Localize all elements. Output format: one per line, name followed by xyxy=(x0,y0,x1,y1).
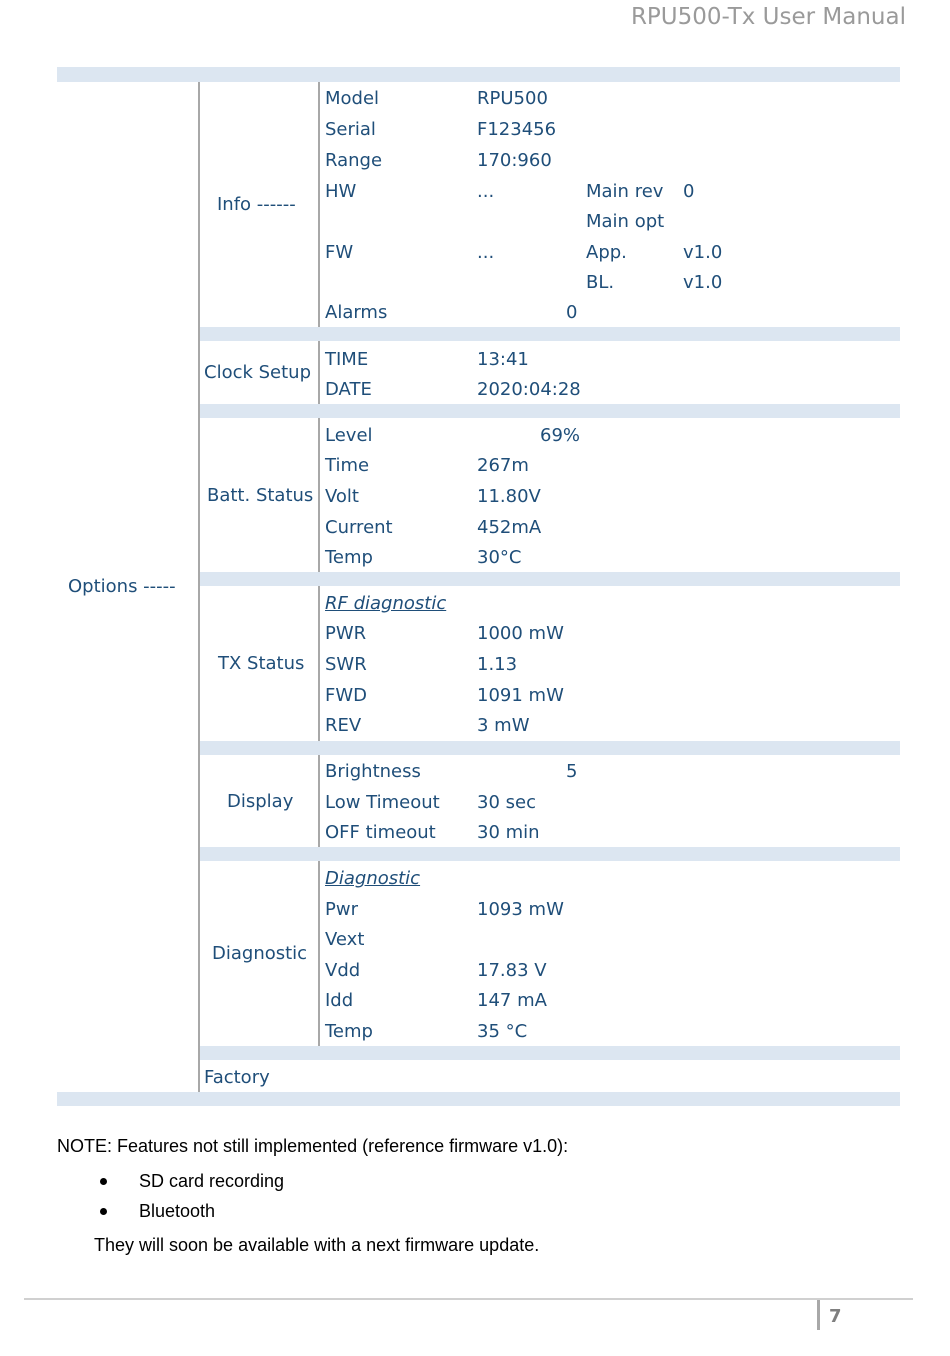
row-name: Pwr xyxy=(325,899,358,920)
options-label: Options ----- xyxy=(68,576,176,597)
row-value: 1091 mW xyxy=(477,685,564,706)
row-name: Vdd xyxy=(325,960,361,981)
row-value: 170:960 xyxy=(477,150,552,171)
section-label-clock-setup: Clock Setup xyxy=(204,362,312,383)
row-name: HW xyxy=(325,181,357,202)
section-divider xyxy=(200,1046,900,1060)
row-name: OFF timeout xyxy=(325,822,436,843)
row-name: Low Timeout xyxy=(325,792,440,813)
row-value: F123456 xyxy=(477,119,557,140)
row-value: 1093 mW xyxy=(477,899,564,920)
row-value: 35 °C xyxy=(477,1021,528,1042)
row-name: Model xyxy=(325,88,380,109)
bullet-icon xyxy=(100,1178,107,1185)
row-name: FWD xyxy=(325,685,368,706)
row-value: 1.13 xyxy=(477,654,518,675)
rf-diagnostic-heading: RF diagnostic xyxy=(325,593,447,614)
section-divider xyxy=(200,741,900,755)
row-sub-value: v1.0 xyxy=(683,272,723,293)
row-value: 5 xyxy=(566,761,578,782)
row-name: TIME xyxy=(325,349,369,370)
note-item: Bluetooth xyxy=(139,1201,216,1221)
section-divider xyxy=(200,847,900,861)
row-name: Range xyxy=(325,150,383,171)
row-value: 11.80V xyxy=(477,486,541,507)
row-name: FW xyxy=(325,242,354,263)
section-label-info: Info ------ xyxy=(217,194,296,215)
row-name: REV xyxy=(325,715,362,736)
section-label-batt-status: Batt. Status xyxy=(207,485,314,506)
row-sub-name: App. xyxy=(586,242,627,263)
section-divider xyxy=(200,404,900,418)
row-name: Brightness xyxy=(325,761,421,782)
page-number-bar xyxy=(817,1300,820,1330)
row-sub-name: Main rev xyxy=(586,181,664,202)
row-value: 147 mA xyxy=(477,990,547,1011)
row-name: Volt xyxy=(325,486,359,507)
info-branch-line xyxy=(318,82,320,327)
note-footer: They will soon be available with a next firmware update. xyxy=(94,1235,540,1255)
batt-branch-line xyxy=(318,418,320,572)
row-value: 3 mW xyxy=(477,715,530,736)
note-item: SD card recording xyxy=(139,1171,285,1191)
table-bottom-band xyxy=(57,1092,900,1106)
footer-divider xyxy=(24,1298,913,1300)
tx-branch-line xyxy=(318,586,320,741)
row-name: Level xyxy=(325,425,373,446)
diagnostic-heading: Diagnostic xyxy=(325,868,421,889)
section-label-tx-status: TX Status xyxy=(218,653,305,674)
row-name: Temp xyxy=(325,547,373,568)
row-value: ... xyxy=(477,181,495,202)
row-value: 69% xyxy=(540,425,581,446)
row-name: Temp xyxy=(325,1021,373,1042)
row-sub-value: 0 xyxy=(683,181,695,202)
row-name: Alarms xyxy=(325,302,388,323)
row-value: 30 sec xyxy=(477,792,536,813)
section-divider xyxy=(200,572,900,586)
row-value: 17.83 V xyxy=(477,960,547,981)
display-branch-line xyxy=(318,755,320,847)
section-label-diagnostic: Diagnostic xyxy=(212,943,308,964)
options-branch-line xyxy=(198,82,200,1092)
row-name: PWR xyxy=(325,623,367,644)
row-value: ... xyxy=(477,242,495,263)
row-value: 2020:04:28 xyxy=(477,379,581,400)
row-value: 1000 mW xyxy=(477,623,564,644)
row-name: Vext xyxy=(325,929,365,950)
row-name: DATE xyxy=(325,379,372,400)
diagnostic-branch-line xyxy=(318,861,320,1046)
section-divider xyxy=(200,327,900,341)
row-name: Serial xyxy=(325,119,376,140)
row-name: Time xyxy=(325,455,370,476)
clock-branch-line xyxy=(318,341,320,404)
row-value: 267m xyxy=(477,455,529,476)
section-label-display: Display xyxy=(227,791,294,812)
row-value: 30°C xyxy=(477,547,522,568)
row-value: 0 xyxy=(566,302,578,323)
row-sub-name: BL. xyxy=(586,272,615,293)
bullet-icon xyxy=(100,1208,107,1215)
row-value: 13:41 xyxy=(477,349,529,370)
row-name: SWR xyxy=(325,654,367,675)
row-sub-name: Main opt xyxy=(586,211,665,232)
manual-title: RPU500-Tx User Manual xyxy=(630,4,906,30)
row-value: RPU500 xyxy=(477,88,548,109)
row-name: Current xyxy=(325,517,393,538)
row-value: 452mA xyxy=(477,517,542,538)
section-label-factory: Factory xyxy=(204,1067,270,1088)
page-number: 7 xyxy=(829,1306,842,1327)
row-value: 30 min xyxy=(477,822,540,843)
row-sub-value: v1.0 xyxy=(683,242,723,263)
note-title: NOTE: Features not still implemented (reference firmware v1.0): xyxy=(57,1136,569,1156)
row-name: Idd xyxy=(325,990,354,1011)
table-top-band xyxy=(57,67,900,82)
